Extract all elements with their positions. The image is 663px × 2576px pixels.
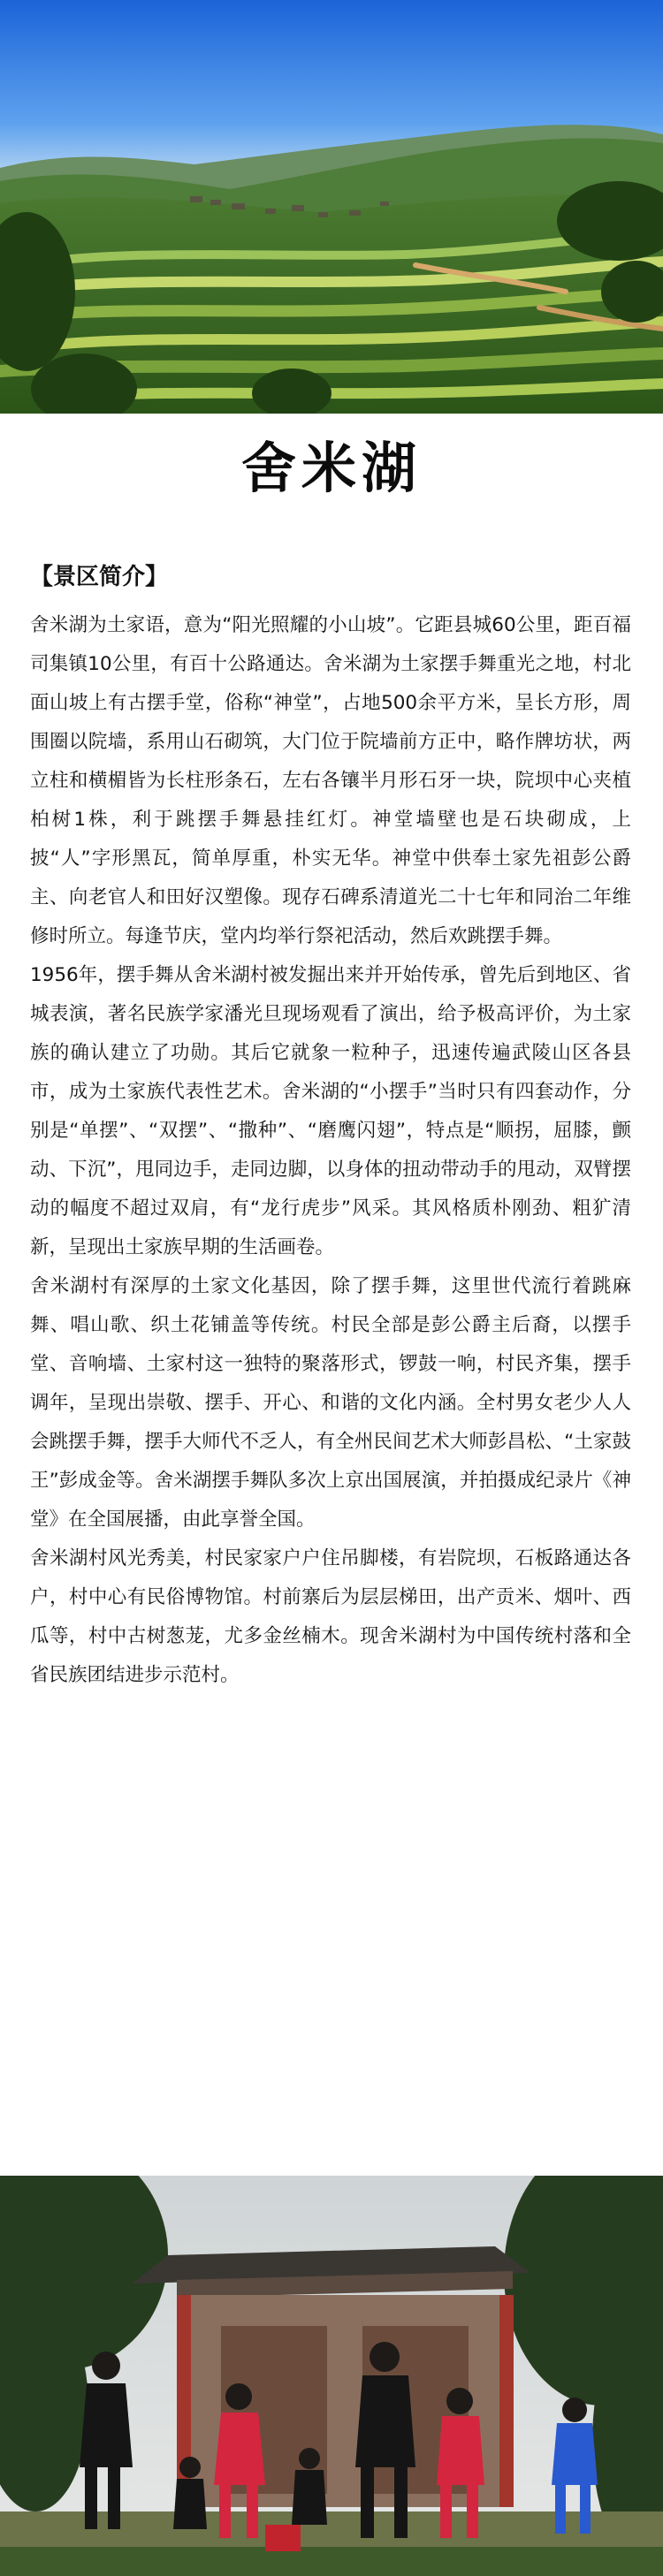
paragraph-1: 舍米湖为土家语，意为“阳光照耀的小山坡”。它距县城60公里，距百福司集镇10公里，有百十公路通达。舍米湖为土家摆手舞重光之地，村北面山坡上有古摆手堂，俗称“神堂”，占地500余平方米，呈长方形，周围圈以院墙，系用山石砌筑，大门位于院墙前方正中，略作牌坊状，两立柱和横楣皆为长柱形条石，左右各镶半月形石牙一块，院坝中心夹植柏树1株，利于跳摆手舞悬挂红灯。神堂墙壁也是石块砌成，上披“人”字形黑瓦，简单厚重，朴实无华。神堂中供奉土家先祖彭公爵主、向老官人和田好汉塑像。现存石碑系清道光二十七年和同治二年维修时所立。每逢节庆，堂内均举行祭祀活动，然后欢跳摆手舞。 [30,614,631,947]
terraced-fields-photo [0,0,663,414]
paragraph-2: 1956年，摆手舞从舍米湖村被发掘出来并开始传承，曾先后到地区、省城表演，著名民族学家潘光旦现场观看了演出，给予极高评价，为土家族的确认建立了功勋。其后它就象一粒种子，迅速传遍武陵山区各县市，成为土家族代表性艺术。舍米湖的“小摆手”当时只有四套动作，分别是“单摆”、“双摆”、“撒种”、“磨鹰闪翅”，特点是“顺拐，屈膝，颤动、下沉”，甩同边手，走同边脚，以身体的扭动带动手的甩动，双臂摆动的幅度不超过双肩，有“龙行虎步”风采。其风格质朴刚劲、粗犷清新，呈现出土家族早期的生活画卷。 [30,964,631,1258]
paragraph-4: 舍米湖村风光秀美，村民家家户户住吊脚楼，有岩院坝，石板路通达各户，村中心有民俗博物馆。村前寨后为层层梯田，出产贡米、烟叶、西瓜等，村中古树葱茏，尤多金丝楠木。现舍米湖村为中国传统村落和全省民族团结进步示范村。 [30,1547,631,1686]
paragraph-3: 舍米湖村有深厚的土家文化基因，除了摆手舞，这里世代流行着跳麻舞、唱山歌、织土花铺盖等传统。村民全部是彭公爵主后裔，以摆手堂、音响墙、土家村这一独特的聚落形式，锣鼓一响，村民齐集，摆手调年，呈现出崇敬、摆手、开心、和谐的文化内涵。全村男女老少人人会跳摆手舞，摆手大师代不乏人，有全州民间艺术大师彭昌松、“土家鼓王”彭成金等。舍米湖摆手舞队多次上京出国展演，并拍摄成纪录片《神堂》在全国展播，由此享誉全国。 [30,1275,631,1531]
dancers-photo [0,2176,663,2576]
intro-text [30,606,631,1695]
page-title: 舍米湖 [240,436,422,500]
section-heading: 【景区简介】 [30,564,169,590]
